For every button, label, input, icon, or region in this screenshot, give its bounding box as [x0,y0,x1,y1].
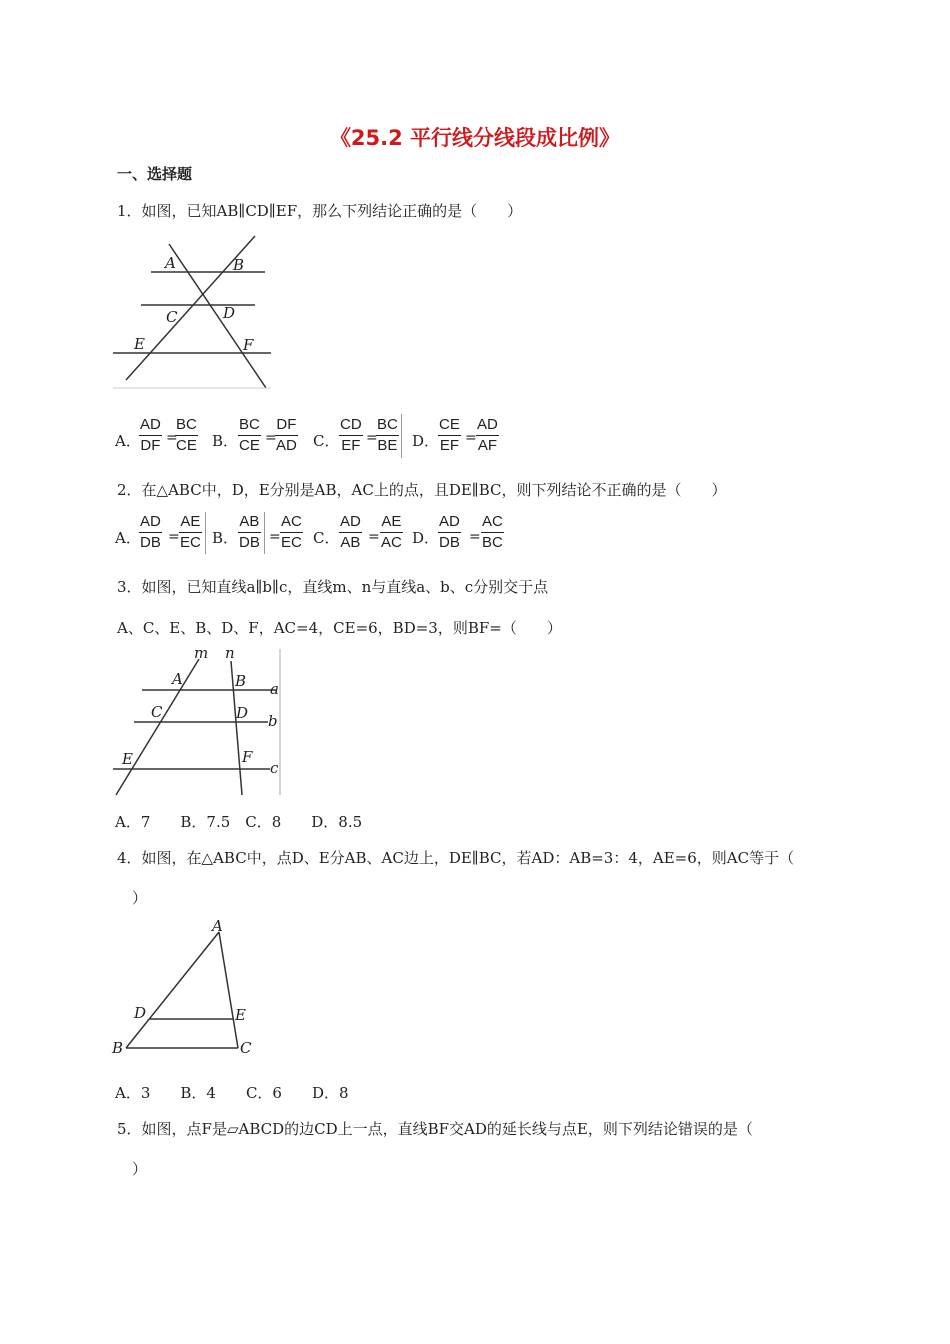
fig3-label-E: E [122,750,133,768]
question-4-options[interactable]: A．3 B．4 C．6 D．8 [115,1084,349,1102]
fig1-label-A: A [165,254,176,272]
q1-option-a-frac-left: $\frac{AD}{DF}$ [140,416,161,454]
fig1-label-C: C [166,308,178,326]
question-1-figure [108,230,278,395]
q1-option-d-frac-right: $\frac{AD}{AF}$ [477,416,498,454]
q2-option-a-frac-left: $\frac{AD}{DB}$ [140,513,161,551]
question-5-text-line1: 5．如图，点F是▱ABCD的边CD上一点，直线BF交AD的延长线与点E，则下列结论错误的是（ [117,1120,753,1138]
question-3-options[interactable]: A．7 B．7.5 C．8 D．8.5 [115,813,363,831]
q2-option-d-frac-right: $\frac{AC}{BC}$ [482,513,503,551]
q1-option-d-frac-left: $\frac{CE}{EF}$ [439,416,460,454]
fig1-label-B: B [233,256,245,274]
q2-option-b-label[interactable]: B． [212,529,239,547]
page-title: 《25.2 平行线分线段成比例》 [329,126,621,150]
q1-option-a-frac-right: $\frac{BC}{CE}$ [176,416,197,454]
fig3-label-c: c [270,759,279,777]
q1-option-d-label[interactable]: D． [412,432,440,450]
fig1-label-F: F [243,336,254,354]
fig4-label-E: E [235,1006,246,1024]
q1-option-c-frac-left: $\frac{CD}{EF}$ [340,416,362,454]
fig1-label-E: E [134,335,145,353]
question-3-text-line1: 3．如图，已知直线a∥b∥c，直线m、n与直线a、b、c分别交于点 [117,578,549,596]
fig4-label-A: A [212,917,223,935]
question-5-text-line2: ） [117,1160,148,1178]
section-heading: 一、选择题 [117,165,193,183]
question-1-text: 1．如图，已知AB∥CD∥EF，那么下列结论正确的是（ ） [117,202,523,220]
fig3-label-m: m [194,645,209,662]
q1-option-c-label[interactable]: C． [313,432,340,450]
fig3-label-F: F [242,748,253,766]
q2-option-a-label[interactable]: A． [115,529,141,547]
q1-option-b-frac-right: $\frac{DF}{AD}$ [276,416,297,454]
question-2-text: 2．在△ABC中，D，E分别是AB，AC上的点，且DE∥BC，则下列结论不正确的是（ ） [117,481,727,499]
q1-option-a-label[interactable]: A． [115,432,141,450]
q2-option-a-frac-right: $\frac{AE}{EC}$ [180,513,201,551]
q2-option-c-label[interactable]: C． [313,529,340,547]
scan-bar [205,512,206,554]
fig3-label-a: a [270,680,279,698]
fig4-label-D: D [134,1004,147,1022]
fig1-label-D: D [223,304,236,322]
q1-option-c-frac-right: $\frac{BC}{BE}$ [377,416,398,454]
q2-option-c-frac-left: $\frac{AD}{AB}$ [340,513,361,551]
question-3-text-line2: A、C、E、B、D、F，AC=4，CE=6，BD=3，则BF=（ ） [117,619,562,637]
scan-bar [401,414,402,458]
q1-option-b-label[interactable]: B． [212,432,239,450]
fig3-label-n: n [225,645,235,662]
q1-option-b-frac-left: $\frac{BC}{CE}$ [239,416,260,454]
q2-option-b-frac-right: $\frac{AC}{EC}$ [281,513,302,551]
fig3-label-D: D [236,704,249,722]
fig3-label-C: C [151,703,163,721]
question-4-text-line2: ） [117,889,148,907]
q2-option-d-frac-left: $\frac{AD}{DB}$ [439,513,460,551]
fig3-label-B: B [235,672,247,690]
q2-option-b-frac-left: $\frac{AB}{DB}$ [239,513,260,551]
question-4-text-line1: 4．如图，在△ABC中，点D、E分AB、AC边上，DE∥BC，若AD：AB=3：4，AE=6，则AC等于（ [117,849,795,867]
fig4-label-B: B [112,1039,124,1057]
question-4-figure [108,915,258,1060]
fig4-label-C: C [240,1039,252,1057]
scan-bar [264,512,265,554]
q2-option-d-label[interactable]: D． [412,529,440,547]
fig3-label-b: b [268,712,278,730]
q2-option-c-frac-right: $\frac{AE}{AC}$ [381,513,402,551]
fig3-label-A: A [172,670,183,688]
question-3-figure [108,645,288,800]
